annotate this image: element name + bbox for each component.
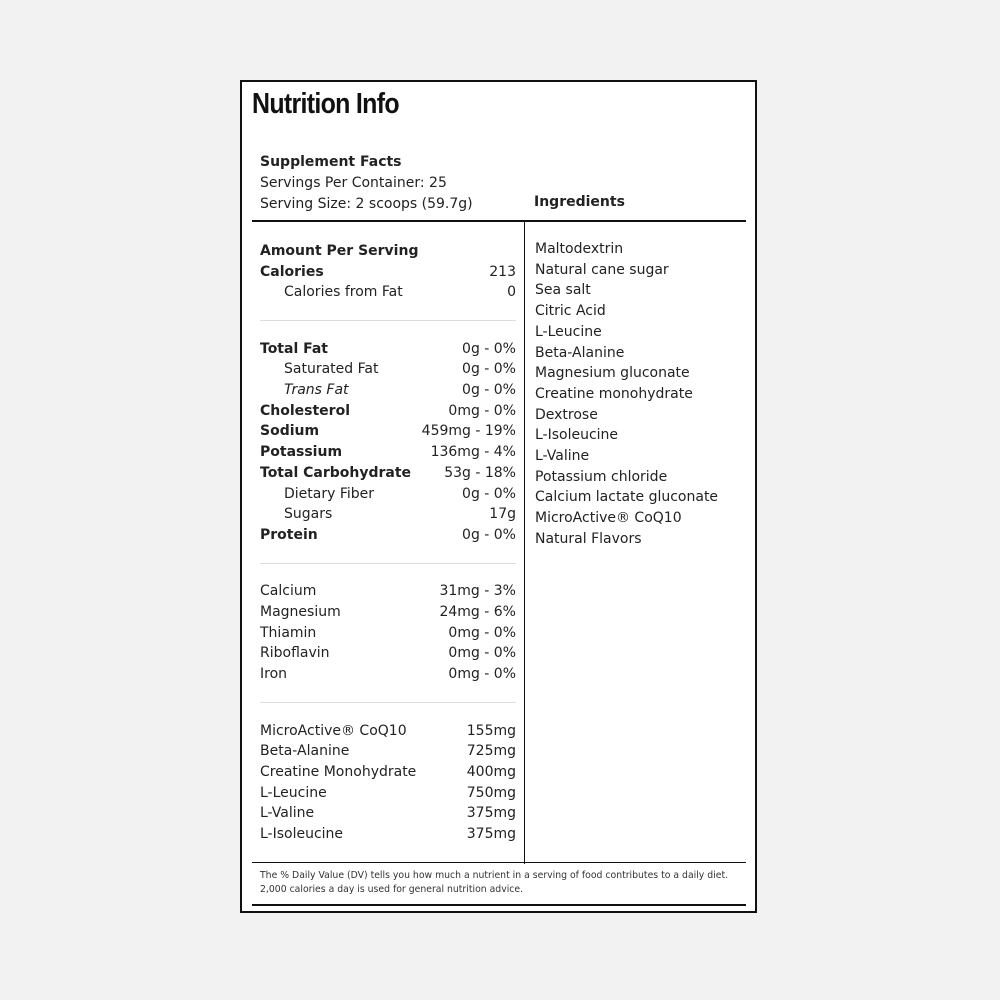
active-row — [260, 721, 516, 741]
active-row — [260, 803, 516, 823]
mineral-label: Iron — [260, 666, 288, 682]
supplement-facts-heading: Supplement Facts — [260, 154, 402, 170]
nutrient-row — [260, 504, 516, 524]
mineral-label: Thiamin — [260, 625, 317, 641]
nutrient-value: 0mg - 0% — [448, 403, 516, 419]
mineral-label: Riboflavin — [260, 645, 330, 661]
calories-from-fat-label: Calories from Fat — [284, 284, 403, 300]
active-label: Creatine Monohydrate — [260, 764, 417, 780]
nutrient-value: 0g - 0% — [462, 486, 516, 502]
active-row — [260, 741, 516, 761]
active-value: 725mg — [466, 743, 516, 759]
nutrient-label: Sugars — [284, 506, 333, 522]
ingredients-list — [535, 239, 718, 550]
ingredient-item: Citric Acid — [535, 303, 606, 320]
calories-label: Calories — [260, 264, 324, 280]
ingredient-item: L-Valine — [535, 448, 590, 465]
footer-divider — [252, 862, 746, 863]
nutrient-value: 136mg - 4% — [430, 444, 516, 460]
mineral-row — [260, 643, 516, 663]
mineral-value: 31mg - 3% — [439, 583, 516, 599]
ingredient-item: MicroActive® CoQ10 — [535, 510, 682, 527]
amount-per-serving-row — [260, 241, 516, 261]
mineral-label: Magnesium — [260, 604, 341, 620]
column-divider — [524, 222, 525, 864]
ingredient-item: Sea salt — [535, 282, 591, 299]
section-divider — [260, 320, 516, 321]
ingredient-item: L-Isoleucine — [535, 427, 619, 444]
calories-value: 213 — [489, 264, 516, 280]
nutrient-label: Dietary Fiber — [284, 486, 375, 502]
ingredient-item: Beta-Alanine — [535, 344, 625, 361]
nutrient-value: 459mg - 19% — [421, 423, 516, 439]
serving-size: Serving Size: 2 scoops (59.7g) — [260, 196, 473, 212]
nutrient-label: Trans Fat — [284, 382, 349, 398]
calories-from-fat-value: 0 — [507, 284, 516, 300]
bottom-rule — [252, 904, 746, 906]
ingredient-item: Calcium lactate gluconate — [535, 489, 719, 506]
active-label: L-Leucine — [260, 785, 327, 801]
active-label: L-Isoleucine — [260, 826, 344, 842]
nutrient-row — [260, 401, 516, 421]
ingredients-heading: Ingredients — [534, 194, 625, 210]
mineral-row — [260, 602, 516, 622]
active-value: 750mg — [466, 785, 516, 801]
nutrient-row — [260, 484, 516, 504]
mineral-value: 0mg - 0% — [448, 666, 516, 682]
ingredient-item: Maltodextrin — [535, 241, 624, 257]
mineral-row — [260, 623, 516, 643]
nutrient-value: 0g - 0% — [462, 341, 516, 357]
nutrition-panel — [240, 80, 757, 913]
nutrient-value: 0g - 0% — [462, 527, 516, 543]
section-divider — [260, 563, 516, 564]
active-row — [260, 824, 516, 844]
nutrient-row — [260, 339, 516, 359]
footnote-line: The % Daily Value (DV) tells you how much a nutrient in a serving of food contributes to a daily diet. — [260, 870, 729, 881]
active-label: MicroActive® CoQ10 — [260, 723, 407, 739]
page-title: Nutrition Info — [252, 88, 399, 120]
calories-row — [260, 262, 516, 282]
nutrient-label: Sodium — [260, 423, 320, 439]
nutrient-row — [260, 359, 516, 379]
active-value: 375mg — [466, 826, 516, 842]
active-row — [260, 762, 516, 782]
nutrient-row — [260, 380, 516, 400]
daily-value-footnote — [260, 869, 750, 897]
active-value: 400mg — [466, 764, 516, 780]
active-label: L-Valine — [260, 805, 315, 821]
mineral-value: 24mg - 6% — [439, 604, 516, 620]
mineral-value: 0mg - 0% — [448, 645, 516, 661]
active-value: 155mg — [466, 723, 516, 739]
nutrient-value: 17g — [489, 506, 516, 522]
nutrient-label: Protein — [260, 527, 318, 543]
active-row — [260, 783, 516, 803]
nutrient-value: 0g - 0% — [462, 382, 516, 398]
ingredient-item: Magnesium gluconate — [535, 365, 690, 382]
servings-per-container: Servings Per Container: 25 — [260, 175, 447, 191]
active-value: 375mg — [466, 805, 516, 821]
nutrient-label: Total Fat — [260, 341, 329, 357]
nutrient-row — [260, 421, 516, 441]
mineral-label: Calcium — [260, 583, 317, 599]
footnote-line: 2,000 calories a day is used for general nutrition advice. — [260, 884, 524, 895]
calories-from-fat-row — [260, 282, 516, 302]
active-label: Beta-Alanine — [260, 743, 350, 759]
ingredient-item: L-Leucine — [535, 323, 602, 340]
nutrient-row — [260, 442, 516, 462]
mineral-value: 0mg - 0% — [448, 625, 516, 641]
mineral-row — [260, 664, 516, 684]
nutrient-row — [260, 463, 516, 483]
amount-per-serving-label: Amount Per Serving — [260, 243, 419, 259]
nutrient-label: Potassium — [260, 444, 343, 460]
header-divider — [252, 220, 746, 222]
section-divider — [260, 702, 516, 703]
ingredient-item: Natural Flavors — [535, 530, 642, 547]
mineral-row — [260, 581, 516, 601]
nutrient-label: Cholesterol — [260, 403, 350, 419]
nutrient-label: Saturated Fat — [284, 361, 379, 377]
ingredient-item: Natural cane sugar — [535, 261, 669, 278]
nutrient-value: 0g - 0% — [462, 361, 516, 377]
nutrient-value: 53g - 18% — [444, 465, 516, 481]
ingredient-item: Creatine monohydrate — [535, 385, 693, 402]
nutrient-row — [260, 525, 516, 545]
ingredient-item: Dextrose — [535, 406, 598, 423]
nutrient-label: Total Carbohydrate — [260, 465, 412, 481]
ingredient-item: Potassium chloride — [535, 468, 668, 485]
